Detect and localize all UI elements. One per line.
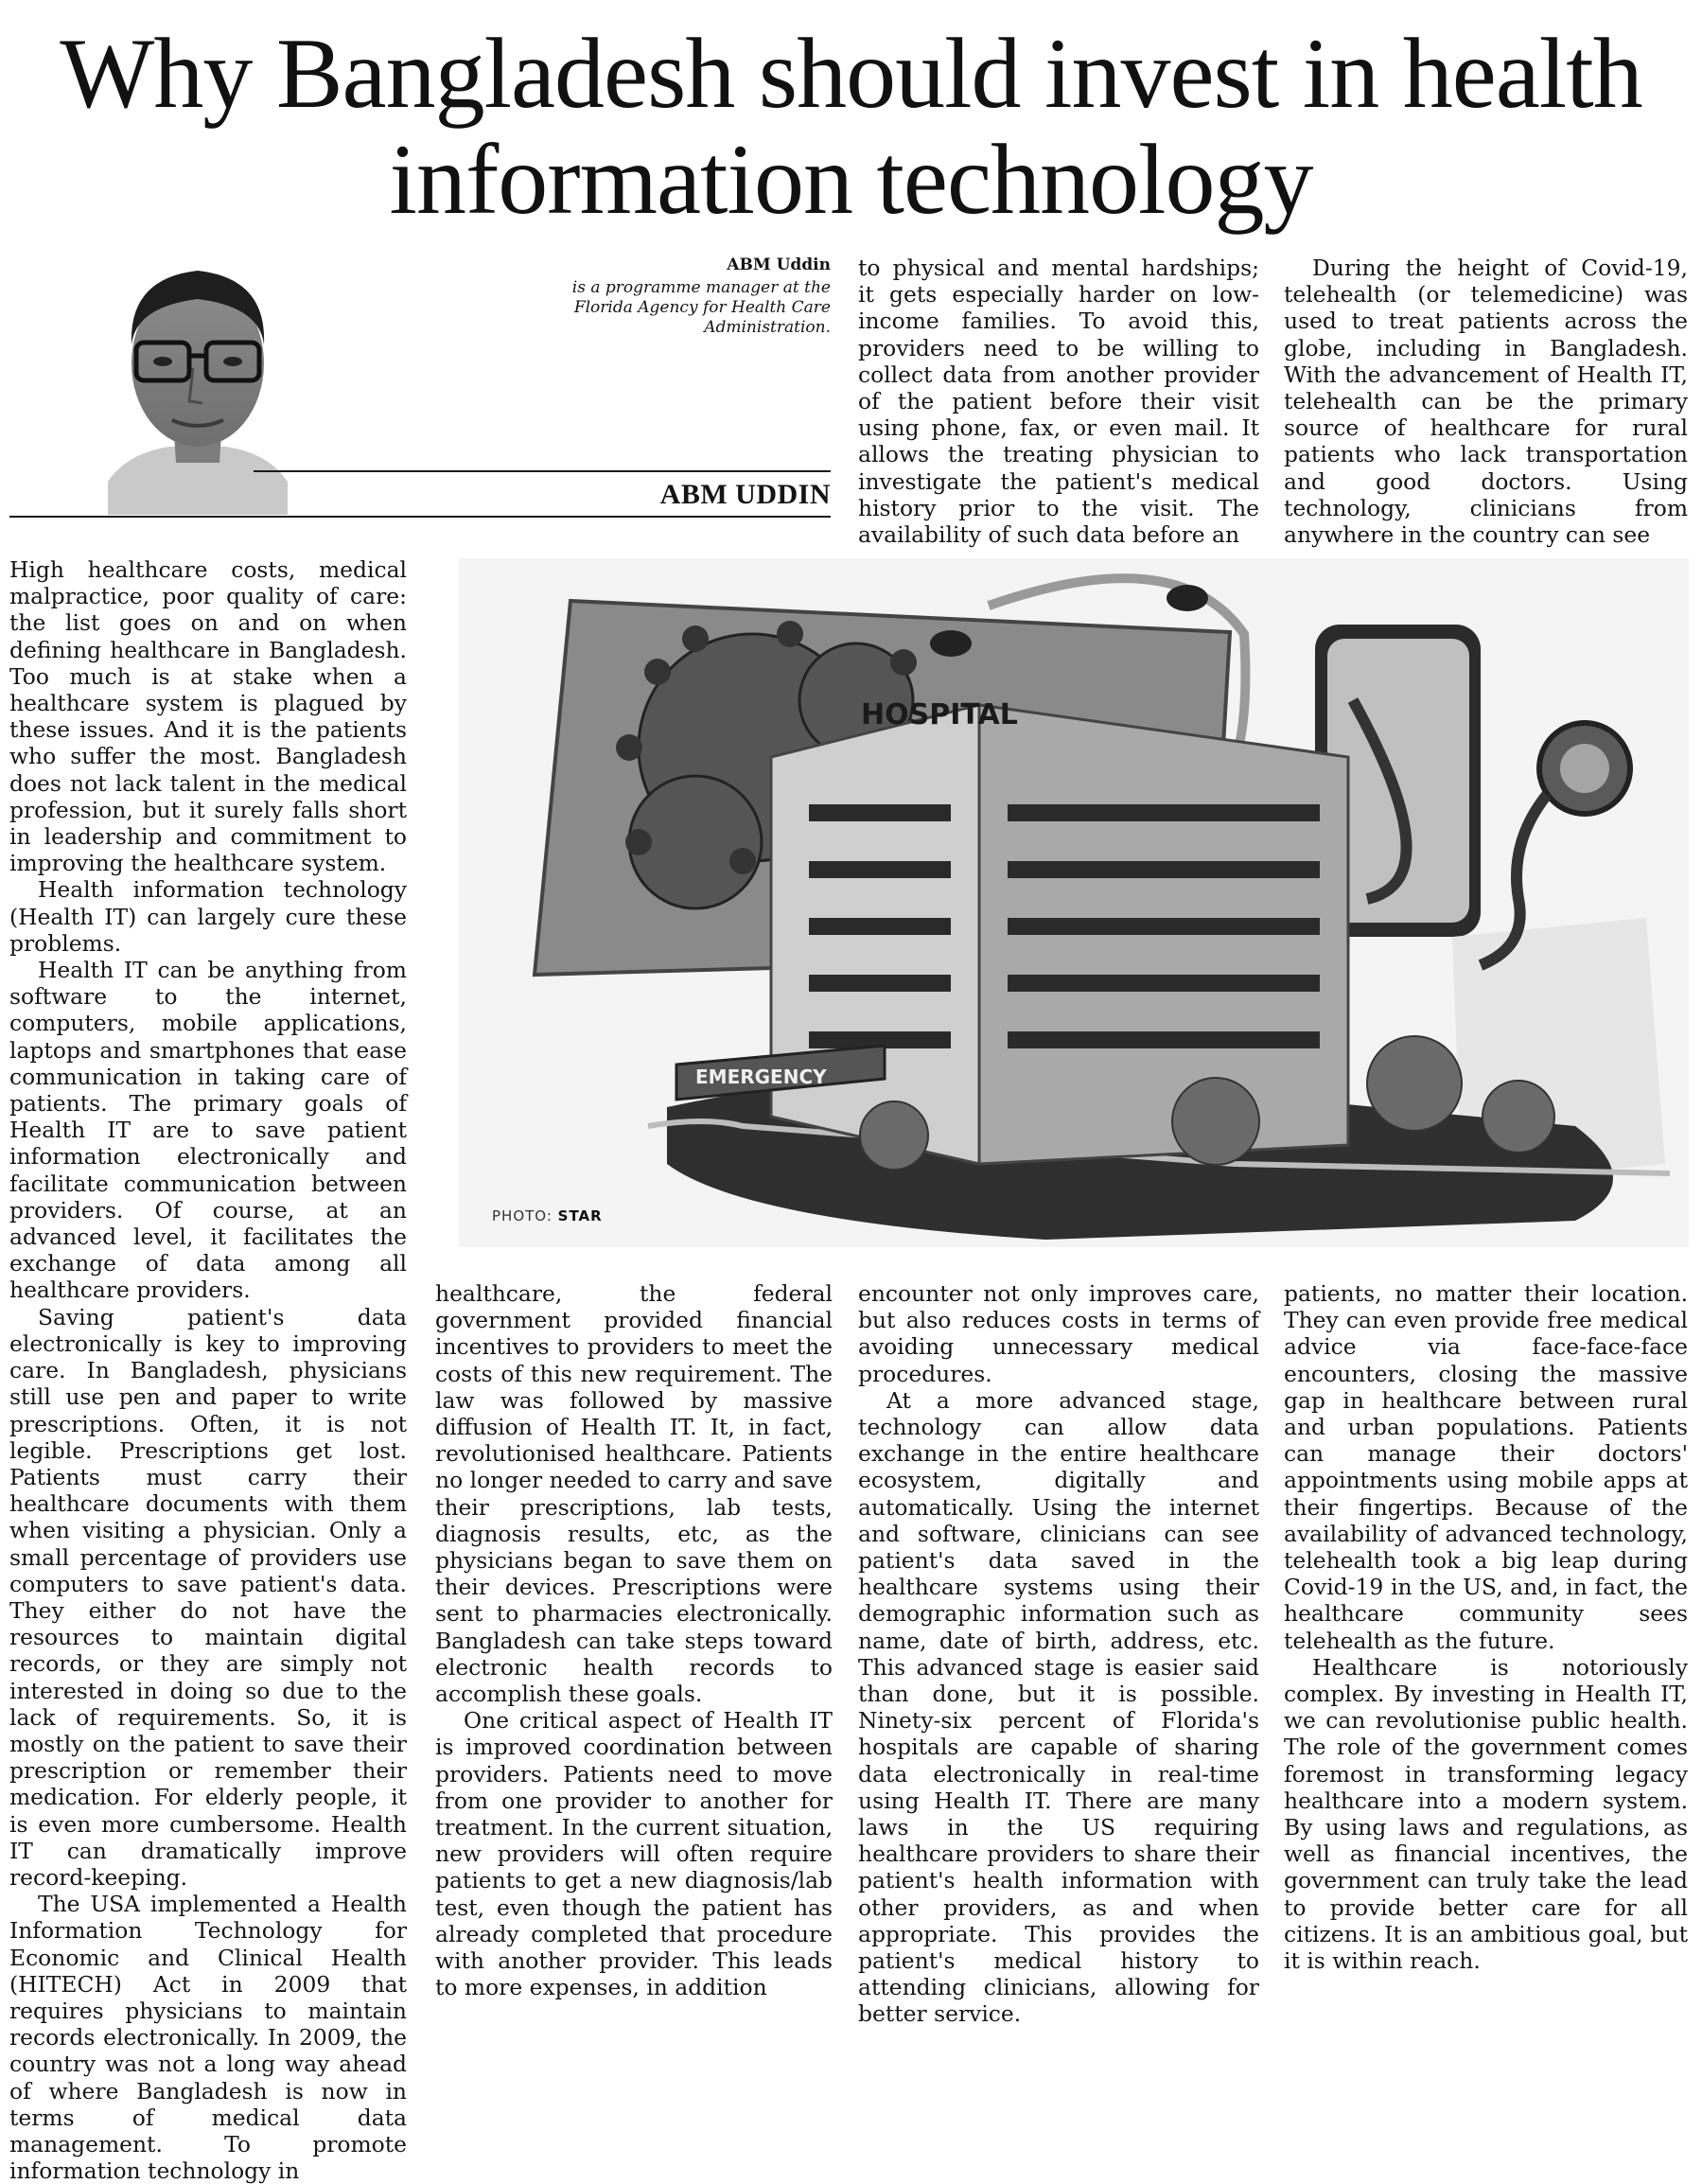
paragraph: to physical and mental hardships; it gets especially harder on low-income families. To avoid this, providers need to be willing to collect data from another provider of the patient before their visit using phone, fax, or even mail. It allows the treating physician to investigate the patient's medical history prior to the visit. The availability of such data before an <box>858 255 1259 549</box>
paragraph: Health IT can be anything from software to the internet, computers, mobile applications, laptops and smartphones that ease communication in taking care of patients. The primary goals of Health IT are to save patient information electronically and facilitate communication between providers. Of course, at an advanced level, it facilitates the exchange of data among all healthcare providers. <box>9 957 407 1304</box>
author-name: ABM Uddin <box>727 255 831 274</box>
hospital-illustration <box>459 558 1689 1247</box>
column-4 <box>1284 1280 1688 1975</box>
paragraph: One critical aspect of Health IT is improved coordination between providers. Patients need to move from one provider to another for treatment. In the current situation, new providers will often require patients to get a new diagnosis/lab test, even though the patient has already completed that procedure with another provider. This leads to more expenses, in addition <box>435 1707 833 2001</box>
paragraph: Health information technology (Health IT) can largely cure these problems. <box>9 876 407 957</box>
emergency-sign: EMERGENCY <box>695 1066 827 1088</box>
byline: ABM UDDIN <box>659 479 831 510</box>
author-divider-upper <box>254 470 831 472</box>
column-2 <box>435 1280 833 2001</box>
headline: Why Bangladesh should invest in health information technology <box>60 18 1642 235</box>
paragraph: High healthcare costs, medical malpractice, poor quality of care: the list goes on and on when defining healthcare in Bangladesh. Too much is at stake when a healthcare system is plagued by these issues. And it is the patients who suffer the most. Bangladesh does not lack talent in the medical profession, but it surely falls short in leadership and commitment to improving the healthcare system. <box>9 556 407 877</box>
paragraph: The USA implemented a Health Information Technology for Economic and Clinical Health (HITECH) Act in 2009 that requires physicians to maintain records electronically. In 2009, the country was not a long way ahead of where Bangladesh is now in terms of medical data management. To promote information technology in <box>9 1891 407 2184</box>
author-divider-lower <box>9 516 831 518</box>
author-photo <box>108 240 288 515</box>
author-bio: is a programme manager at the Florida Agency for Health Care Administration. <box>571 278 831 337</box>
photo-credit <box>492 1207 603 1224</box>
hospital-sign: HOSPITAL <box>861 698 1018 731</box>
photo-credit-label: PHOTO: <box>492 1207 553 1224</box>
paragraph: healthcare, the federal government provided financial incentives to providers to meet the costs of this new requirement. The law was followed by massive diffusion of Health IT. It, in fact, revolutionised healthcare. Patients no longer needed to carry and save their prescriptions, lab tests, diagnosis results, etc, as the physicians began to save them on their devices. Prescriptions were sent to pharmacies electronically. Bangladesh can take steps toward electronic health records to accomplish these goals. <box>435 1280 833 1708</box>
column-1 <box>9 556 407 2184</box>
paragraph: During the height of Covid-19, telehealth (or telemedicine) was used to treat patients across the globe, including in Bangladesh. With the advancement of Health IT, telehealth can be the primary source of healthcare for rural patients who lack transportation and good doctors. Using technology, clinicians from anywhere in the country can see <box>1284 255 1688 549</box>
paragraph: encounter not only improves care, but also reduces costs in terms of avoiding unnecessary medical procedures. <box>858 1280 1259 1387</box>
paragraph: patients, no matter their location. They can even provide free medical advice via face-face-face encounters, closing the massive gap in healthcare between rural and urban populations. Patients can manage their doctors' appointments using mobile apps at their fingertips. Because of the availability of advanced technology, telehealth took a big leap during Covid-19 in the US, and, in fact, the healthcare community sees telehealth as the future. <box>1284 1280 1688 1654</box>
paragraph: Healthcare is notoriously complex. By investing in Health IT, we can revolutionise public health. The role of the government comes foremost in transforming legacy healthcare into a modern system. By using laws and regulations, as well as financial incentives, the government can truly take the lead to provide better care for all citizens. It is an ambitious goal, but it is within reach. <box>1284 1653 1688 1975</box>
column-3 <box>858 1280 1259 2028</box>
photo-credit-source: STAR <box>557 1207 603 1224</box>
column-top-b <box>1284 255 1688 549</box>
column-top-a <box>858 255 1259 549</box>
paragraph: Saving patient's data electronically is key to improving care. In Bangladesh, physicians still use pen and paper to write prescriptions. Often, it is not legible. Prescriptions get lost. Patients must carry their healthcare documents with them when visiting a physician. Only a small percentage of providers use computers to save patient's data. They either do not have the resources to maintain digital records, or they are simply not interested in doing so due to the lack of requirements. So, it is mostly on the patient to save their prescription or remember their medication. For elderly people, it is even more cumbersome. Health IT can dramatically improve record-keeping. <box>9 1303 407 1891</box>
paragraph: At a more advanced stage, technology can allow data exchange in the entire healthcare ecosystem, digitally and automatically. Using the internet and software, clinicians can see patient's data saved in the healthcare systems using their demographic information such as name, date of birth, address, etc. This advanced stage is easier said than done, but it is possible. Ninety-six percent of Florida's hospitals are capable of sharing data electronically in real-time using Health IT. There are many laws in the US requiring healthcare providers to share their patient's health information with other providers, as and when appropriate. This provides the patient's medical history to attending clinicians, allowing for better service. <box>858 1386 1259 2028</box>
